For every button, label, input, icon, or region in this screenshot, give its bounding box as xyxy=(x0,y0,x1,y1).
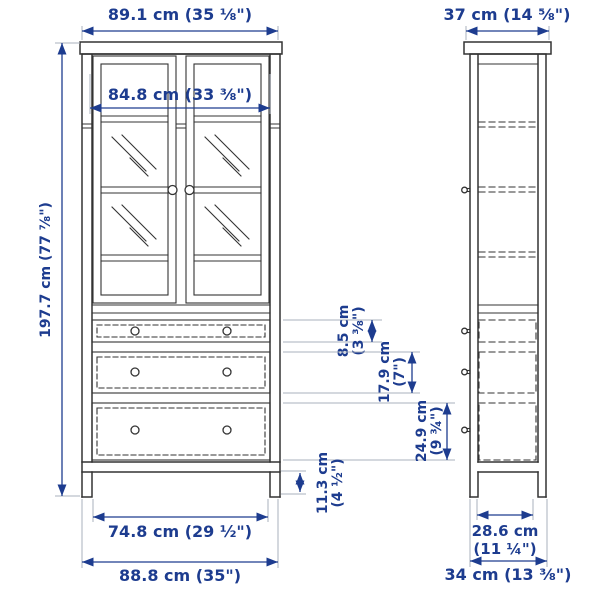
front-legs xyxy=(82,472,280,497)
front-carcass xyxy=(82,54,280,497)
mid-rail xyxy=(92,305,270,313)
drawer-knob xyxy=(223,327,231,335)
drawer-knob xyxy=(131,327,139,335)
dim-inner-base-width xyxy=(93,499,268,541)
drawer-1 xyxy=(92,320,270,342)
dim-label-overall-width: 89.1 cm (35 ⅛") xyxy=(107,5,253,24)
drawer-knob-profile xyxy=(462,328,468,334)
dim-leg-height xyxy=(281,452,346,514)
side-carcass xyxy=(470,54,546,497)
side-bottom-rail xyxy=(478,462,538,472)
drawer-2 xyxy=(92,352,270,393)
front-top-cornice xyxy=(80,42,282,54)
joint-marks xyxy=(83,124,279,128)
dim-label-height: 197.7 cm (77 ⅞") xyxy=(38,202,54,338)
drawer-3 xyxy=(92,403,270,460)
dim-label-base-width: 88.8 cm (35") xyxy=(119,566,241,585)
dim-label-drawer1-inch: (3 ⅜") xyxy=(351,306,367,356)
drawer-knob-profile xyxy=(462,369,468,375)
dim-height xyxy=(38,43,80,496)
side-legs xyxy=(470,472,546,497)
glass-reflection-marks xyxy=(205,135,249,246)
dim-overall-width xyxy=(82,5,278,40)
dim-label-drawer3-inch: (9 ¾") xyxy=(429,406,445,456)
dim-label-drawer2-cm: 17.9 cm xyxy=(377,340,393,404)
dim-label-drawer1-cm: 8.5 cm xyxy=(336,304,352,358)
shelf-hidden-lines xyxy=(479,122,537,257)
dim-label-depth: 37 cm (14 ⅝") xyxy=(443,5,571,24)
dim-label-leg-cm: 11.3 cm xyxy=(315,451,331,515)
dim-drawer1-height xyxy=(283,305,382,358)
dim-label-base-depth: 34 cm (13 ⅜") xyxy=(444,565,572,584)
dim-label-leg-inch: (4 ½") xyxy=(330,458,346,508)
dim-base-width xyxy=(82,499,278,585)
dim-depth xyxy=(444,5,571,40)
side-view xyxy=(462,42,551,497)
drawer-knob xyxy=(131,426,139,434)
dim-drawer3-height xyxy=(283,400,455,462)
side-top-cornice xyxy=(464,42,551,54)
dim-label-inner-width: 84.8 cm (33 ⅜") xyxy=(107,85,253,104)
dim-label-inner-base-width: 74.8 cm (29 ½") xyxy=(107,522,253,541)
glass-reflection-marks xyxy=(112,135,156,246)
front-view xyxy=(80,42,282,497)
front-bottom-rail xyxy=(82,462,280,472)
drawer-hidden-lines xyxy=(479,320,536,460)
door-knob-right xyxy=(185,186,194,195)
door-knob-profile xyxy=(462,187,468,193)
drawer-knob xyxy=(223,368,231,376)
dim-inner-width xyxy=(90,74,270,114)
dim-label-inner-base-depth-cm: 28.6 cm xyxy=(471,522,539,540)
door-knob-left xyxy=(168,186,177,195)
side-knobs xyxy=(462,187,470,433)
dim-label-inner-base-depth-inch: (11 ¼") xyxy=(473,540,537,558)
dim-inner-base-depth xyxy=(472,499,539,558)
dim-label-drawer2-inch: (7") xyxy=(392,357,408,387)
dim-label-drawer3-cm: 24.9 cm xyxy=(414,399,430,463)
drawer-knob xyxy=(223,426,231,434)
drawer-knob-profile xyxy=(462,427,468,433)
drawer-knob xyxy=(131,368,139,376)
